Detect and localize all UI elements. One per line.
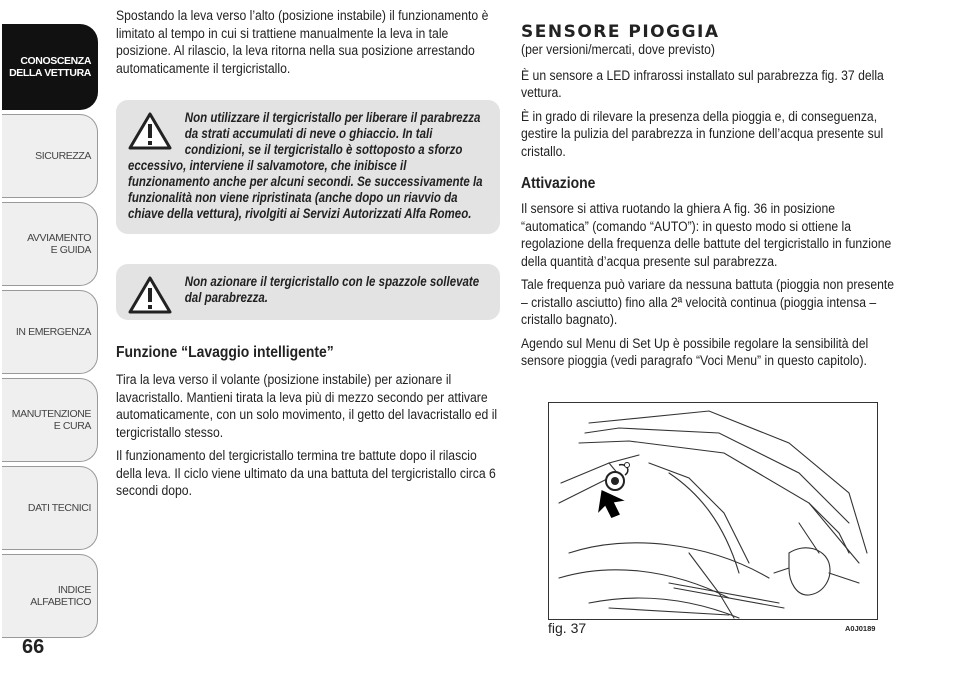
rain-sensor-illustration — [549, 403, 878, 620]
warning-text-2 — [128, 274, 485, 306]
tab-label: CONOSCENZA DELLA VETTURA — [9, 55, 91, 79]
lavaggio-paragraph-2: Il funzionamento del tergicristallo termina tre battute dopo il rilascio della leva. Il ciclo viene ultimato da una battuta del tergicristallo circa 6 secondi dopo. — [116, 448, 496, 499]
warning-text-indented: Non azionare il tergicristallo con le spazzole sollevate dal parabrezza. — [184, 274, 480, 305]
left-column — [116, 8, 500, 507]
warning-text-1 — [128, 110, 485, 222]
tab-sicurezza[interactable] — [2, 114, 98, 198]
section-title-attivazione: Attivazione — [521, 175, 596, 192]
tab-label: DATI TECNICI — [27, 502, 91, 514]
warning-box-1 — [116, 100, 500, 234]
sensor-paragraph-3: Il sensore si attiva ruotando la ghiera A fig. 36 in posizione “automatica” (comando “AUTO”): in questo modo si ottiene la regolazione della frequenza delle battute del tergicristallo in funzione della quantità d’acqua presente sul parabrezza. — [521, 201, 892, 270]
section-title-lavaggio: Funzione “Lavaggio intelligente” — [116, 344, 334, 361]
warning-text-rest: eccessivo, interviene il salvamotore, che inibisce il funzionamento anche per alcuni secondi. Se successivamente la funzionalità non viene ripristinata (anche dopo un riavvio da chiave della vettura), rivolgiti ai Servizi Autorizzati Alfa Romeo. — [128, 158, 483, 221]
tab-label: MANUTENZIONE E CURA — [11, 408, 91, 432]
sensor-paragraph-5: Agendo sul Menu di Set Up è possibile regolare la sensibilità del sensore pioggia (vedi paragrafo “Voci Menu” in questo capitolo). — [521, 335, 869, 369]
tab-dati-tecnici[interactable] — [2, 466, 98, 550]
tab-label: AVVIAMENTO E GUIDA — [27, 232, 91, 256]
tab-manutenzione-e-cura[interactable] — [2, 378, 98, 462]
sensor-paragraph-4: Tale frequenza può variare da nessuna battuta (pioggia non presente – cristallo asciutto) fino alla 2ª velocità continua (pioggia intensa – cristallo bagnato). — [521, 277, 895, 328]
sensor-paragraph-1: È un sensore a LED infrarossi installato sul parabrezza fig. 37 della vettura. — [521, 67, 884, 101]
tab-label: SICUREZZA — [35, 150, 91, 162]
tab-indice-alfabetico[interactable] — [2, 554, 98, 638]
lavaggio-paragraph-1: Tira la leva verso il volante (posizione instabile) per azionare il lavacristallo. Mantieni tirata la leva più di mezzo secondo per attivare automaticamente, con un solo movimento, il getto del lavacristallo ed il tergicristallo stesso. — [116, 372, 498, 441]
right-column — [521, 22, 901, 377]
page-number: 66 — [22, 636, 45, 658]
sensor-paragraph-2: È in grado di rilevare la presenza della pioggia e, di conseguenza, gestire la pulizia del parabrezza in funzione dell’acqua presente sul cristallo. — [521, 108, 884, 160]
figure-caption: fig. 37 — [548, 620, 587, 636]
warning-text-indented: Non utilizzare il tergicristallo per liberare il parabrezza da strati accumulati di neve o ghiaccio. In tali condizioni, se il tergicristallo è sottoposto a sforzo — [184, 110, 481, 157]
tab-label: IN EMERGENZA — [15, 326, 91, 338]
pointer-arrow-icon — [597, 489, 627, 519]
tab-avviamento-e-guida[interactable] — [2, 202, 98, 286]
warning-box-2 — [116, 264, 500, 320]
intro-paragraph: Spostando la leva verso l’alto (posizione instabile) il funzionamento è limitato al tempo in cui si trattiene manualmente la leva in tale posizione. Al rilascio, la leva ritorna nella sua posizione arrestando automaticamente il tergicristallo. — [116, 8, 489, 77]
sensor-subtitle: (per versioni/mercati, dove previsto) — [521, 42, 715, 58]
tab-in-emergenza[interactable] — [2, 290, 98, 374]
section-title-sensore-pioggia: SENSORE PIOGGIA — [521, 22, 720, 42]
figure-rain-sensor — [548, 402, 878, 620]
figure-code: A0J0189 — [845, 624, 876, 633]
tab-label: INDICE ALFABETICO — [30, 584, 91, 608]
tab-conoscenza-della-vettura[interactable] — [2, 24, 98, 110]
